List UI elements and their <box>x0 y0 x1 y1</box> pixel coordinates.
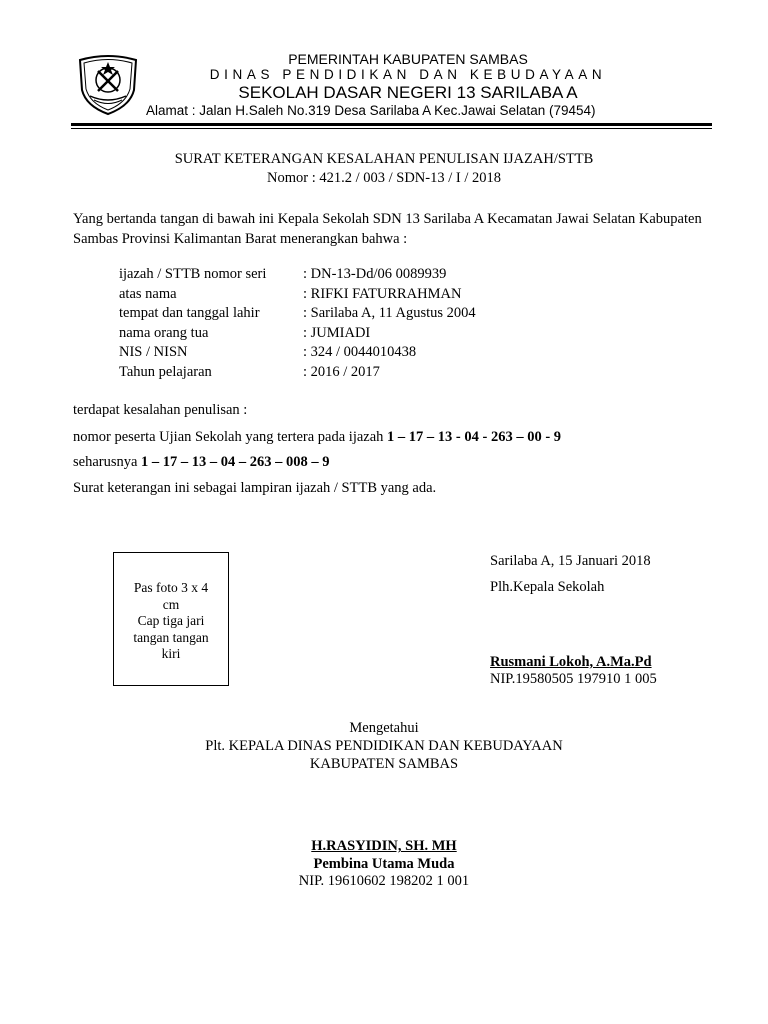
correct-number-value: 1 – 17 – 13 – 04 – 263 – 008 – 9 <box>141 454 330 470</box>
photo-box-line: tangan tangan <box>133 629 209 645</box>
letterhead-school-name: SEKOLAH DASAR NEGERI 13 SARILABA A <box>238 83 578 102</box>
head-position-line1: Plt. KEPALA DINAS PENDIDIKAN DAN KEBUDAYAAN <box>205 738 563 754</box>
head-name-wrapper <box>0 838 768 855</box>
photo-box-line: cm <box>162 596 180 612</box>
photo-placeholder-box <box>113 552 229 686</box>
wrong-number-prefix: nomor peserta Ujian Sekolah yang tertera pada ijazah <box>73 429 388 445</box>
letterhead-address: Alamat : Jalan H.Saleh No.319 Desa Sarilaba A Kec.Jawai Selatan (79454) <box>146 103 596 118</box>
head-nip: NIP. 19610602 198202 1 001 <box>298 873 470 889</box>
letterhead-divider-thin <box>71 128 712 129</box>
head-position-line2: KABUPATEN SAMBAS <box>309 756 459 772</box>
detail-value: : RIFKI FATURRAHMAN <box>303 285 462 302</box>
letter-title: SURAT KETERANGAN KESALAHAN PENULISAN IJAZAH/STTB <box>174 151 594 167</box>
error-intro: terdapat kesalahan penulisan : <box>73 402 248 418</box>
detail-label: nama orang tua <box>119 324 209 341</box>
letterhead-divider-thick <box>71 123 712 126</box>
detail-value: : Sarilaba A, 11 Agustus 2004 <box>303 305 476 321</box>
regency-emblem-logo <box>76 50 140 116</box>
intro-paragraph: Yang bertanda tangan di bawah ini Kepala Sekolah SDN 13 Sarilaba A Kecamatan Jawai Selatan Kabupaten Sambas Provinsi Kalimantan Barat menerangkan bahwa : <box>73 211 702 247</box>
photo-box-line: Cap tiga jari <box>137 613 205 628</box>
photo-box-line: kiri <box>161 646 181 661</box>
principal-name: Rusmani Lokoh, A.Ma.Pd <box>490 654 652 670</box>
head-rank: Pembina Utama Muda <box>313 856 455 872</box>
detail-value: : 2016 / 2017 <box>303 363 380 380</box>
correct-number-prefix: seharusnya <box>73 454 142 470</box>
principal-position: Plh.Kepala Sekolah <box>490 579 605 595</box>
detail-value: : 324 / 0044010438 <box>303 344 417 360</box>
detail-value: : JUMIADI <box>303 324 371 341</box>
letterhead-department-name: DINAS PENDIDIKAN DAN KEBUDAYAAN <box>209 67 607 82</box>
letterhead-government-name: PEMERINTAH KABUPATEN SAMBAS <box>288 51 528 67</box>
detail-label: atas nama <box>119 285 177 302</box>
correct-number-line <box>73 454 330 471</box>
letter-number: Nomor : 421.2 / 003 / SDN-13 / I / 2018 <box>266 170 501 186</box>
principal-nip: NIP.19580505 197910 1 005 <box>490 671 657 687</box>
detail-label: ijazah / STTB nomor seri <box>119 266 267 282</box>
detail-label: tempat dan tanggal lahir <box>119 305 260 321</box>
closing-statement: Surat keterangan ini sebagai lampiran ijazah / STTB yang ada. <box>73 480 437 496</box>
wrong-number-value: 1 – 17 – 13 - 04 - 263 – 00 - 9 <box>387 429 562 445</box>
detail-label: NIS / NISN <box>119 344 188 360</box>
photo-box-line: Pas foto 3 x 4 <box>133 580 209 595</box>
head-name: H.RASYIDIN, SH. MH <box>311 838 457 854</box>
wrong-number-line <box>73 429 561 446</box>
detail-label: Tahun pelajaran <box>119 363 212 380</box>
place-date: Sarilaba A, 15 Januari 2018 <box>490 553 651 569</box>
acknowledged-label: Mengetahui <box>349 720 419 736</box>
detail-value: : DN-13-Dd/06 0089939 <box>303 266 447 282</box>
